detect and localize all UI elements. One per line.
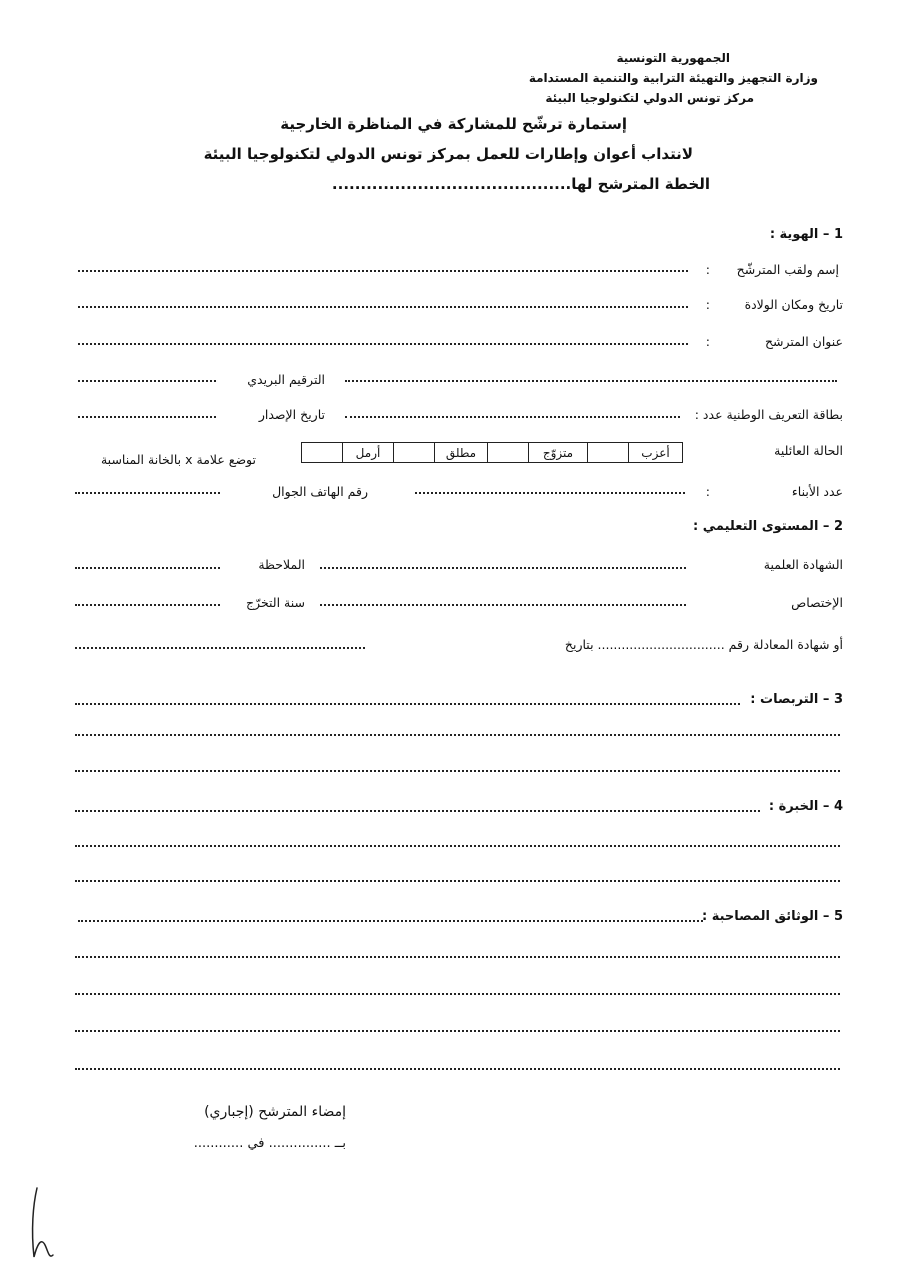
remark-field[interactable] (75, 567, 220, 569)
status-box-married[interactable] (488, 443, 529, 463)
colon: : (705, 334, 710, 349)
handwritten-signature-mark (25, 1185, 65, 1265)
status-option-single: أعزب (629, 443, 683, 463)
section-documents-heading: 5 – الوثائق المصاحبة : (701, 909, 843, 924)
address-field[interactable] (78, 343, 688, 345)
documents-field[interactable] (78, 920, 703, 922)
status-option-widowed: أرمل (343, 443, 394, 463)
documents-line[interactable] (75, 1030, 840, 1032)
remark-label: الملاحظة (258, 557, 305, 572)
degree-field[interactable] (320, 567, 686, 569)
address-field-continued[interactable] (345, 380, 837, 382)
postal-field[interactable] (78, 380, 216, 382)
address-label: عنوان المترشح (764, 334, 843, 349)
status-instruction: توضع علامة x بالخانة المناسبة (100, 452, 256, 467)
equivalence-label: أو شهادة المعادلة رقم ................................ بتاريخ (564, 637, 843, 652)
marital-status-label: الحالة العائلية (774, 443, 843, 458)
colon: : (705, 484, 710, 499)
documents-line[interactable] (75, 993, 840, 995)
marital-status-grid (301, 442, 683, 463)
form-subtitle: لانتداب أعوان وإطارات للعمل بمركز تونس الدولي لتكنولوجيا البيئة (203, 145, 693, 163)
signature-label: إمضاء المترشح (إجباري) (204, 1104, 346, 1120)
postal-label: الترقيم البريدي (247, 372, 325, 387)
id-card-label: بطاقة التعريف الوطنية عدد : (694, 407, 843, 422)
signature-place-date[interactable]: بــ ............... في ............ (193, 1136, 346, 1151)
equivalence-date-field[interactable] (75, 647, 365, 649)
header-center: مركز تونس الدولي لتكنولوجيا البيئة (545, 91, 754, 105)
issue-date-field[interactable] (78, 416, 216, 418)
position-line: الخطة المترشح لها.......................................... (331, 175, 710, 193)
status-box-single[interactable] (588, 443, 629, 463)
status-option-divorced: مطلق (435, 443, 488, 463)
internships-line[interactable] (75, 734, 840, 736)
degree-label: الشهادة العلمية (763, 557, 843, 572)
colon: : (705, 262, 710, 277)
documents-line[interactable] (75, 956, 840, 958)
section-identity-heading: 1 – الهوية : (769, 227, 843, 242)
experience-field[interactable] (75, 810, 760, 812)
internships-field[interactable] (75, 703, 740, 705)
graduation-year-label: سنة التخرّج (245, 595, 305, 610)
mobile-label: رقم الهاتف الجوال (272, 484, 368, 499)
colon: : (705, 297, 710, 312)
id-card-field[interactable] (345, 416, 680, 418)
documents-line[interactable] (75, 1068, 840, 1070)
header-republic: الجمهورية التونسية (616, 51, 730, 65)
issue-date-label: تاريخ الإصدار (258, 407, 325, 422)
experience-line[interactable] (75, 845, 840, 847)
internships-line[interactable] (75, 770, 840, 772)
status-box-divorced[interactable] (394, 443, 435, 463)
specialty-field[interactable] (320, 604, 686, 606)
form-title: إستمارة ترشّح للمشاركة في المناظرة الخارجية (280, 115, 627, 133)
name-field[interactable] (78, 270, 688, 272)
status-box-widowed[interactable] (302, 443, 343, 463)
birth-field[interactable] (78, 306, 688, 308)
section-education-heading: 2 – المستوى التعليمي : (693, 519, 843, 534)
status-option-married: متزوّج (529, 443, 588, 463)
name-label: إسم ولقب المترشّح (736, 262, 839, 277)
mobile-field[interactable] (75, 492, 220, 494)
specialty-label: الإختصاص (791, 595, 843, 610)
children-label: عدد الأبناء (791, 484, 843, 499)
section-internships-heading: 3 – التربصات : (750, 692, 843, 707)
children-field[interactable] (415, 492, 685, 494)
experience-line[interactable] (75, 880, 840, 882)
header-ministry: وزارة التجهيز والتهيئة الترابية والتنمية المستدامة (528, 71, 818, 85)
graduation-year-field[interactable] (75, 604, 220, 606)
birth-label: تاريخ ومكان الولادة (744, 297, 843, 312)
section-experience-heading: 4 – الخبرة : (768, 799, 843, 814)
